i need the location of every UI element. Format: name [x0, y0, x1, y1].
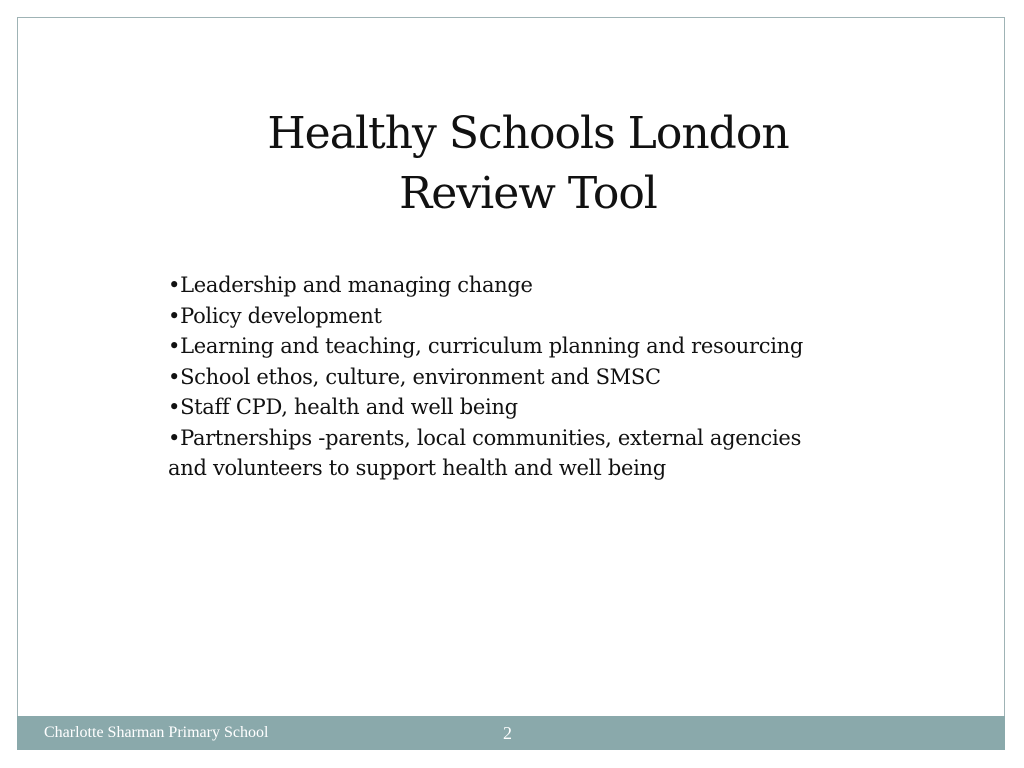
slide-title	[150, 104, 906, 224]
bullet-item: •Staff CPD, health and well being	[168, 395, 518, 419]
bullet-item: •Partnerships -parents, local communities, external agencies and volunteers to support health and well being	[168, 425, 802, 480]
bullet-item: •School ethos, culture, environment and SMSC	[168, 364, 661, 389]
bullet-item: •Learning and teaching, curriculum planning and resourcing	[168, 334, 804, 358]
footer-bar	[17, 716, 1005, 750]
footer-school-name: Charlotte Sharman Primary School	[44, 724, 269, 741]
bullet-item: •Leadership and managing change	[168, 273, 533, 297]
title-line-1: Healthy Schools London	[267, 108, 789, 159]
bullet-list	[168, 270, 828, 484]
page-number: 2	[503, 723, 512, 743]
title-line-2: Review Tool	[399, 168, 657, 219]
bullet-item: •Policy development	[168, 303, 382, 328]
